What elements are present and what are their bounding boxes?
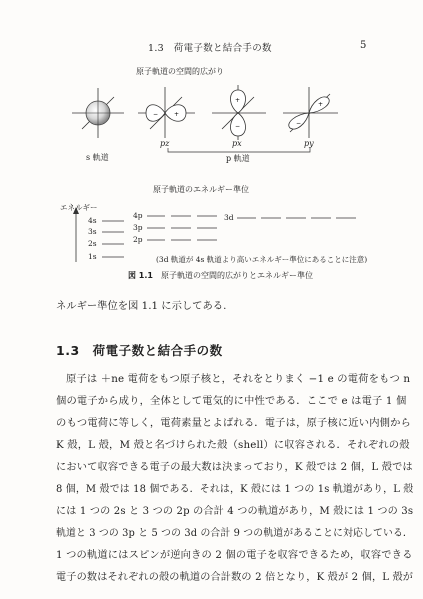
body-line-3: のもつ電荷に等しく，電荷素量とよばれる．電子は，原子核に近い内側から (56, 417, 411, 429)
s-orbital-diagram (72, 88, 124, 138)
orbital-shape-title: 原子軌道の空間的広がり (136, 67, 224, 76)
page-number: 5 (360, 40, 367, 51)
figure-note: (3d 軌道が 4s 軌道より高いエネルギー準位にあることに注意) (156, 255, 368, 264)
body-line-7: には 1 つの 2s と 3 つの 2p の合計 4 つの軌道があり，M 殻には 1 つの 3s (56, 505, 414, 517)
py-orbital-diagram (283, 87, 338, 138)
intro-paragraph-line: ネルギー準位を図 1.1 に示してある. (56, 300, 227, 312)
svg-text:−: − (296, 120, 302, 127)
py-label: py (304, 139, 314, 148)
energy-level-title: 原子軌道のエネルギー準位 (153, 185, 249, 194)
level-label-1s: 1s (88, 252, 97, 261)
svg-text:−: − (153, 111, 159, 118)
body-line-5: において収容できる電子の最大数は決まっており，K 殻では 2 個，L 殻では (56, 461, 413, 473)
figure-caption-text: 原子軌道の空間的広がりとエネルギー準位 (160, 271, 313, 280)
figure-caption-number: 図 1.1 (128, 271, 153, 280)
figure-caption (128, 270, 313, 281)
running-header-title: 1.3 荷電子数と結合手の数 (148, 43, 272, 54)
svg-text:+: + (235, 97, 241, 104)
level-label-3d: 3d (224, 213, 234, 222)
section-heading (56, 341, 223, 359)
p-orbital-group-label: p 軌道 (226, 154, 250, 163)
px-orbital-diagram (212, 85, 266, 140)
body-line-10: 電子の数はそれぞれの殻の軌道の合計数の 2 倍となり，K 殻が 2 個，L 殻が (56, 571, 414, 583)
section-title: 荷電子数と結合手の数 (92, 343, 223, 358)
body-line-2: 個の電子から成り，全体として電気的に中性である．ここで e は電子 1 個 (56, 395, 407, 407)
pz-label: pz (160, 139, 170, 148)
svg-text:+: + (318, 101, 324, 108)
section-number: 1.3 (56, 343, 80, 358)
body-line-1: 原子は ＋ne 電荷をもつ原子核と，それをとりまく −1 e の電荷をもつ n (66, 373, 411, 385)
level-label-4p: 4p (133, 211, 143, 220)
svg-text:+: + (174, 111, 180, 118)
level-label-3p: 3p (133, 223, 143, 232)
body-line-9: 1 つの軌道にはスピンが逆向きの 2 個の電子を収容できるため，収容できる (56, 549, 413, 561)
px-label: px (232, 139, 242, 148)
level-label-2p: 2p (133, 235, 143, 244)
pz-orbital-diagram (138, 87, 195, 138)
p-energy-levels (147, 216, 217, 240)
energy-axis-label: エネルギー (60, 203, 98, 212)
svg-text:−: − (235, 123, 241, 130)
p-orbital-bracket (168, 148, 310, 152)
level-label-3s: 3s (88, 227, 97, 236)
level-label-2s: 2s (88, 239, 97, 248)
level-label-4s: 4s (88, 216, 97, 225)
body-line-8: 軌道と 3 つの 3p と 5 つの 3d の合計 9 つの軌道があることに対応している． (56, 527, 413, 539)
s-orbital-label: s 軌道 (86, 153, 109, 162)
body-line-4: K 殻，L 殻，M 殻と名づけられた殻（shell）に収容される．それぞれの殻 (56, 439, 410, 451)
s-energy-levels (102, 221, 124, 257)
body-line-6: 8 個，M 殻では 18 個である．それは，K 殻には 1 つの 1s 軌道があり，L 殻 (56, 483, 414, 495)
